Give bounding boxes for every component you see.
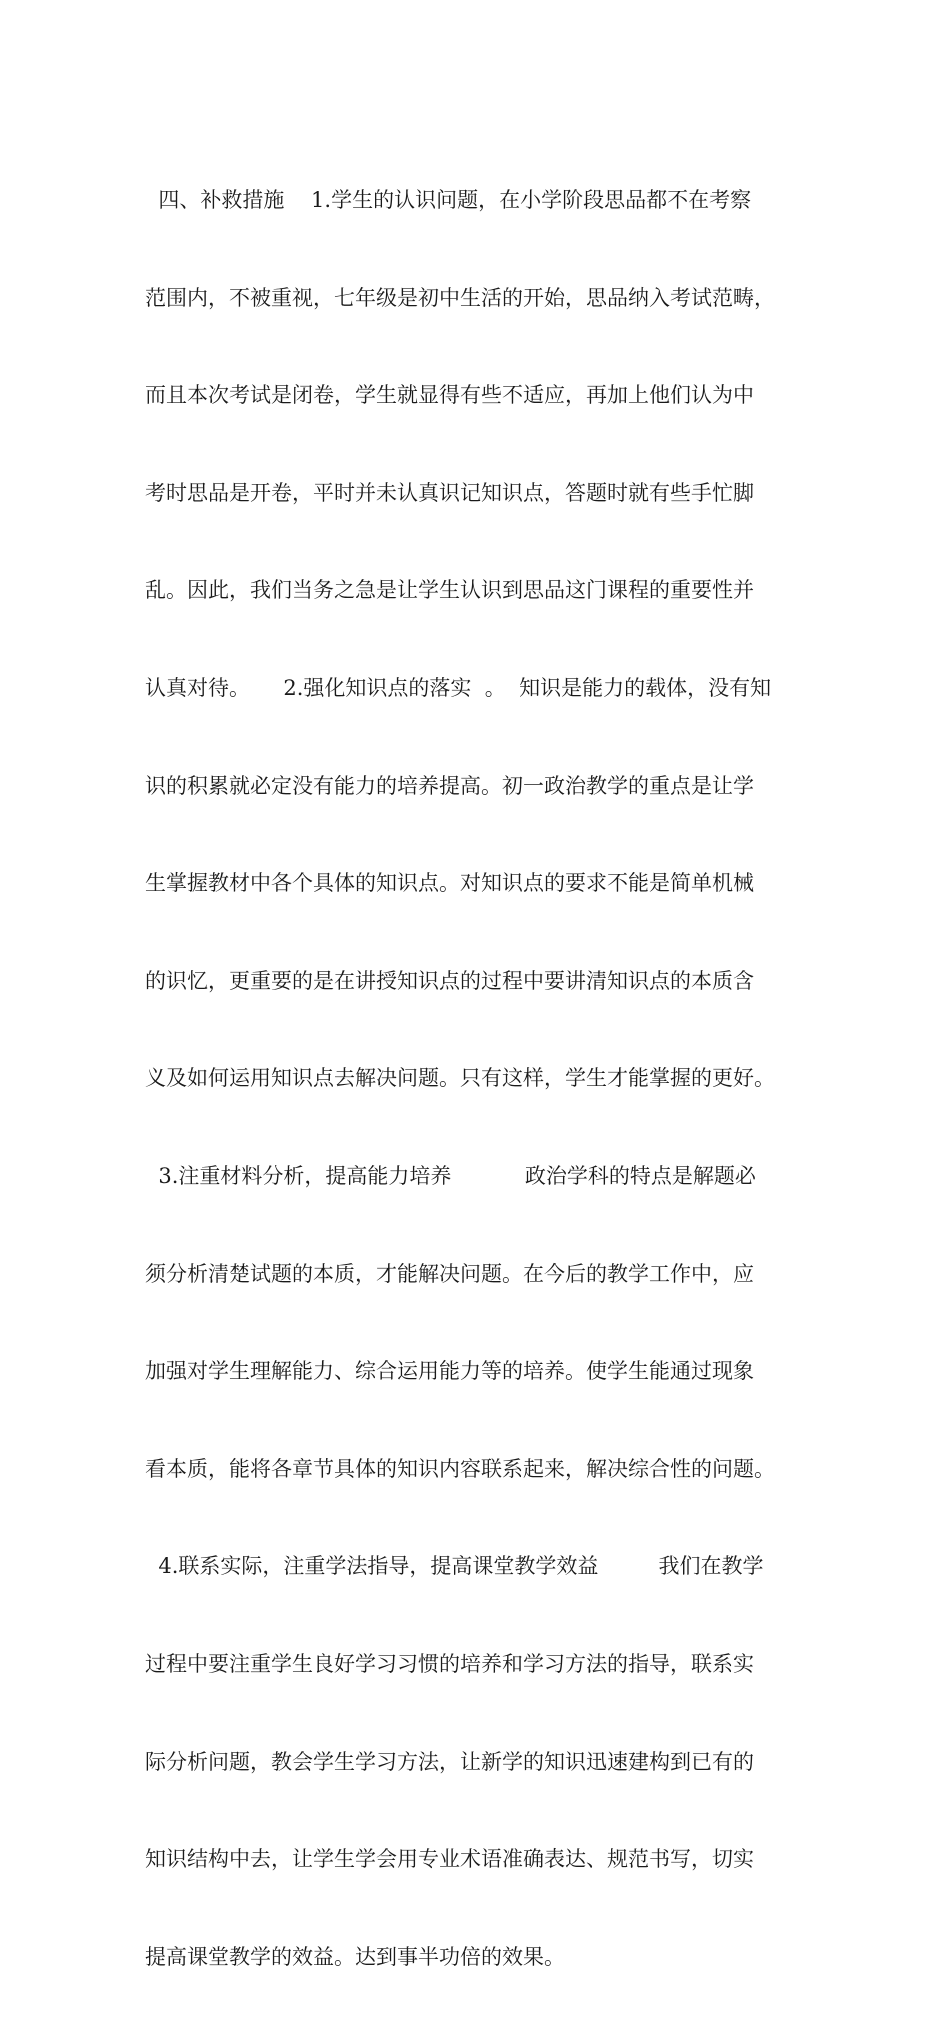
text-line: 乱。因此，我们当务之急是让学生认识到思品这门课程的重要性并 — [145, 578, 754, 603]
text-line: 须分析清楚试题的本质，才能解决问题。在今后的教学工作中，应 — [145, 1261, 754, 1286]
text-line: 的识忆，更重要的是在讲授知识点的过程中要讲清知识点的本质含 — [145, 968, 754, 993]
text-line: 3.注重材料分析，提高能力培养 政治学科的特点是解题必 — [145, 1163, 756, 1188]
text-line: 过程中要注重学生良好学习习惯的培养和学习方法的指导，联系实 — [145, 1651, 754, 1676]
text-line: 生掌握教材中各个具体的知识点。对知识点的要求不能是简单机械 — [145, 871, 754, 896]
text-line: 提高课堂教学的效益。达到事半功倍的效果。 — [145, 1944, 565, 1969]
body-text — [145, 128, 845, 2030]
text-line: 考时思品是开卷，平时并未认真识记知识点，答题时就有些手忙脚 — [145, 480, 754, 505]
text-line: 加强对学生理解能力、综合运用能力等的培养。使学生能通过现象 — [145, 1359, 754, 1384]
text-line: 而且本次考试是闭卷，学生就显得有些不适应，再加上他们认为中 — [145, 383, 754, 408]
text-line: 认真对待。 2.强化知识点的落实 。 知识是能力的载体，没有知 — [145, 675, 772, 700]
text-line: 际分析问题，教会学生学习方法，让新学的知识迅速建构到已有的 — [145, 1749, 754, 1774]
text-line: 义及如何运用知识点去解决问题。只有这样，学生才能掌握的更好。 — [145, 1066, 775, 1091]
text-line: 看本质，能将各章节具体的知识内容联系起来，解决综合性的问题。 — [145, 1456, 775, 1481]
text-line: 4.联系实际，注重学法指导，提高课堂教学效益 我们在教学 — [145, 1554, 764, 1579]
text-line: 四、补救措施 1.学生的认识问题，在小学阶段思品都不在考察 — [145, 188, 752, 212]
text-line: 范围内，不被重视，七年级是初中生活的开始，思品纳入考试范畴， — [145, 285, 775, 310]
text-line: 知识结构中去，让学生学会用专业术语准确表达、规范书写，切实 — [145, 1847, 754, 1872]
text-line: 识的积累就必定没有能力的培养提高。初一政治教学的重点是让学 — [145, 773, 754, 798]
